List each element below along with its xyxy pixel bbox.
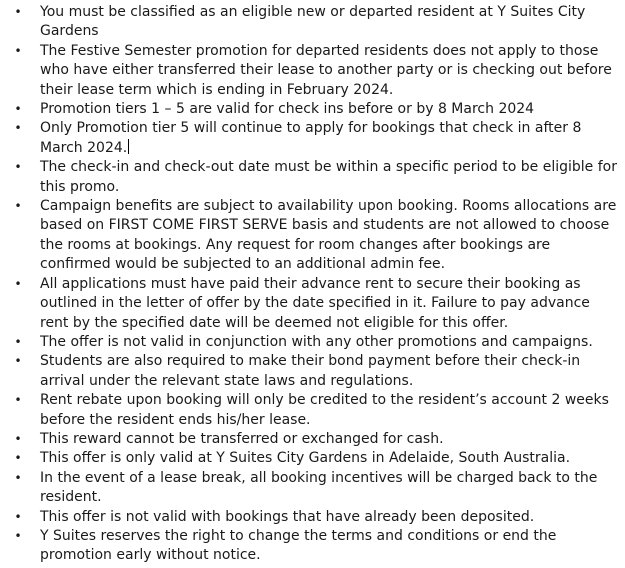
- list-item: [0, 449, 625, 468]
- bullet-icon: •: [14, 393, 22, 408]
- list-item-text: The offer is not valid in conjunction with any other promotions and campaigns.: [40, 333, 593, 350]
- list-item: [0, 333, 625, 352]
- bullet-icon: •: [14, 121, 22, 136]
- list-item-text: The Festive Semester promotion for departed residents does not apply to those who have either transferred their lease to another party or is checking out before their lease term which is ending in February 2024.: [40, 42, 612, 98]
- list-item-text: In the event of a lease break, all booking incentives will be charged back to the resident.: [40, 469, 598, 506]
- bullet-icon: •: [14, 43, 22, 58]
- list-item-text: Y Suites reserves the right to change the terms and conditions or end the promotion early without notice.: [40, 527, 557, 564]
- bullet-icon: •: [14, 470, 22, 485]
- list-item: [0, 197, 625, 275]
- list-item: [0, 391, 625, 430]
- list-item: [0, 469, 625, 508]
- list-item: [0, 158, 625, 197]
- bullet-icon: •: [14, 102, 22, 117]
- bullet-icon: •: [14, 509, 22, 524]
- list-item: [0, 42, 625, 100]
- terms-list: [0, 3, 625, 566]
- list-item-text: Rent rebate upon booking will only be credited to the resident’s account 2 weeks before the resident ends his/her lease.: [40, 392, 609, 428]
- bullet-icon: •: [14, 199, 22, 214]
- list-item: [0, 119, 625, 158]
- list-item-text: This offer is not valid with bookings that have already been deposited.: [40, 508, 535, 525]
- list-item: [0, 527, 625, 566]
- list-item-text: Promotion tiers 1 – 5 are valid for check ins before or by 8 March 2024: [40, 101, 535, 118]
- list-item: [0, 352, 625, 391]
- list-item: [0, 3, 625, 42]
- bullet-icon: •: [14, 160, 22, 175]
- text-cursor: [128, 139, 129, 154]
- bullet-icon: •: [14, 5, 22, 19]
- bullet-icon: •: [14, 354, 22, 369]
- document-body[interactable]: [0, 3, 625, 566]
- list-item-text: The check-in and check-out date must be within a specific period to be eligible for this promo.: [40, 159, 617, 195]
- bullet-icon: •: [14, 334, 22, 349]
- list-item: [0, 275, 625, 333]
- list-item-text: You must be classified as an eligible new or departed resident at Y Suites City Gardens: [40, 4, 586, 40]
- list-item-text: Students are also required to make their bond payment before their check-in arrival under the relevant state laws and regulations.: [40, 353, 581, 389]
- list-item: [0, 430, 625, 449]
- bullet-icon: •: [14, 451, 22, 466]
- list-item-text: This reward cannot be transferred or exchanged for cash.: [40, 430, 444, 447]
- bullet-icon: •: [14, 276, 22, 291]
- list-item-text: Only Promotion tier 5 will continue to apply for bookings that check in after 8 March 2024.: [40, 120, 582, 156]
- bullet-icon: •: [14, 528, 22, 543]
- list-item: [0, 508, 625, 527]
- list-item-text: This offer is only valid at Y Suites City Gardens in Adelaide, South Australia.: [40, 450, 571, 467]
- list-item-text: Campaign benefits are subject to availability upon booking. Rooms allocations are based on FIRST COME FIRST SERVE basis and students are not allowed to choose the rooms at bookings. Any request for room changes after bookings are confirmed would be subjected to an additional admin fee.: [40, 198, 617, 273]
- bullet-icon: •: [14, 431, 22, 446]
- list-item-text: All applications must have paid their advance rent to secure their booking as outlined in the letter of offer by the date specified in it. Failure to pay advance rent by the specified date will be deemed not eligible for this offer.: [40, 275, 590, 331]
- list-item: [0, 100, 625, 119]
